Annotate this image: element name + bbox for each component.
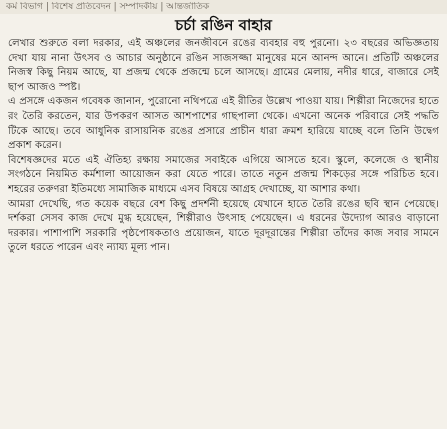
paragraph-4: আমরা দেখেছি, গত কয়েক বছরে বেশ কিছু প্রদর্শনী হয়েছে যেখানে হাতে তৈরি রঙের ছবি স্থান পেয়েছে। দর্শকরা সেসব কাজ দেখে মুগ্ধ হয়েছেন, শিল্পীরাও উৎসাহ পেয়েছেন। এ ধরনের উদ্যোগ আরও বাড়ানো দরকার। পাশাপাশি সরকারি পৃষ্ঠপোষকতাও প্রয়োজন, যাতে দূরদূরান্তের শিল্পীরা তাঁদের কাজ সবার সামনে তুলে ধরতে পারেন এবং ন্যায্য মূল্য পান। (8, 198, 439, 254)
paragraph-3: বিশেষজ্ঞদের মতে এই ঐতিহ্য রক্ষায় সমাজের সবাইকে এগিয়ে আসতে হবে। স্কুলে, কলেজে ও স্থানীয় সংগঠনে নিয়মিত কর্মশালা আয়োজন করা যেতে পারে। তাতে নতুন প্রজন্ম শিকড়ের সঙ্গে পরিচিত হবে। শহরের তরুণরা ইতিমধ্যে সামাজিক মাধ্যমে এসব বিষয়ে আগ্রহ দেখাচ্ছে, যা আশার কথা। (8, 154, 439, 195)
paragraph-2: এ প্রসঙ্গে একজন গবেষক জানান, পুরোনো নথিপত্রে এই রীতির উল্লেখ পাওয়া যায়। শিল্পীরা নিজেদের হাতে রং তৈরি করতেন, যার উপকরণ আসত আশপাশের গাছপালা থেকে। এখনো অনেক পরিবারে সেই পদ্ধতি টিকে আছে। তবে আধুনিক রাসায়নিক রঙের প্রসারে প্রাচীন ধারা ক্রমশ হারিয়ে যাচ্ছে বলে তিনি উদ্বেগ প্রকাশ করেন। (8, 96, 439, 152)
article-body (8, 37, 439, 427)
article-title: চর্চা রঙিন বাহার (175, 16, 272, 34)
header-strip: কর্ম বিভাগ | বিশেষ প্রতিবেদন | সম্পাদকীয় | আন্তর্জাতিক (6, 2, 210, 12)
paragraph-1: লেখার শুরুতে বলা দরকার, এই অঞ্চলের জনজীবনে রঙের ব্যবহার বহু পুরনো। ২৩ বছরের অভিজ্ঞতায় দেখা যায় নানা উৎসব ও আচার অনুষ্ঠানে রঙিন সাজসজ্জা মানুষের মনে আনন্দ আনে। প্রতিটি অঞ্চলের নিজস্ব কিছু নিয়ম আছে, যা প্রজন্ম থেকে প্রজন্মে চলে আসছে। গ্রামের মেলায়, নদীর ধারে, বাজারে সেই ছাপ আজও স্পষ্ট। (8, 38, 439, 93)
